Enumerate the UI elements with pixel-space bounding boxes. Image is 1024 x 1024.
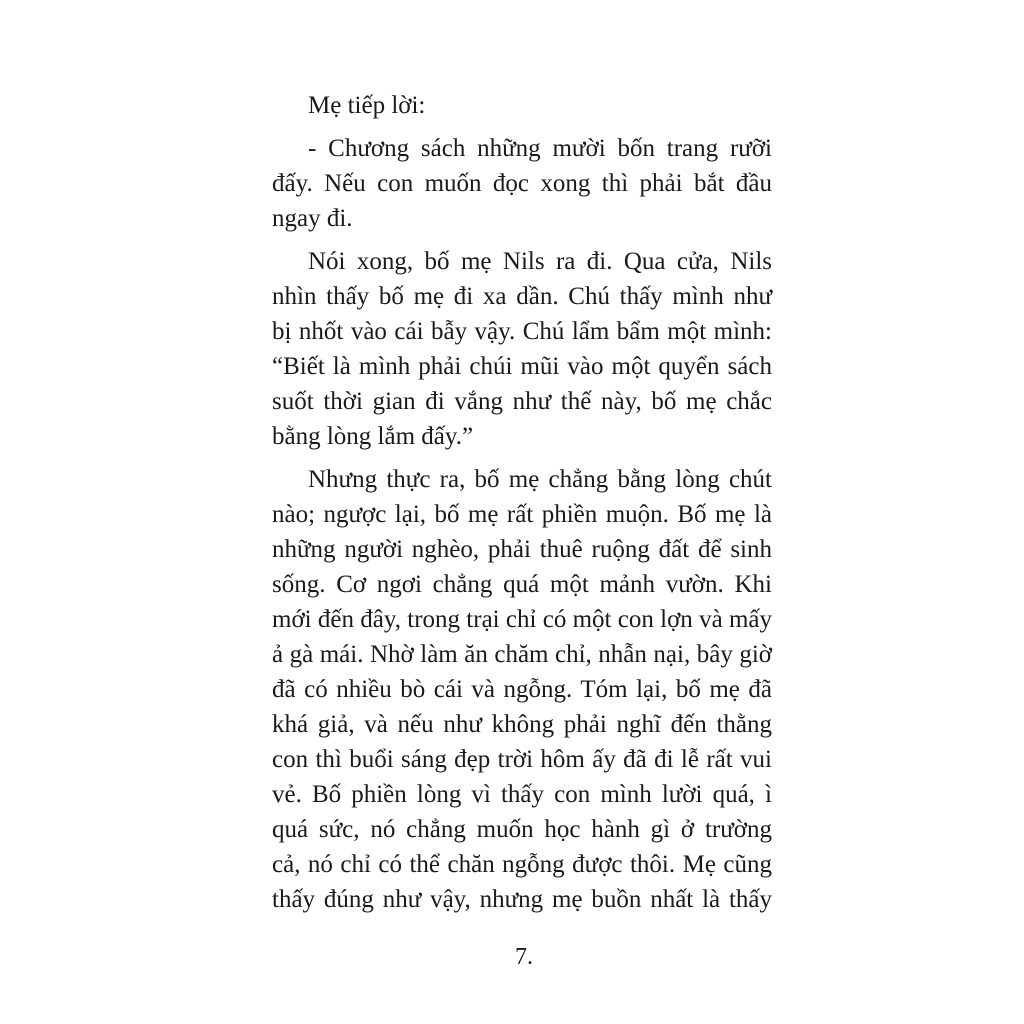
page-number: 7.: [515, 944, 533, 970]
text-line: mới đến đây, trong trại chỉ có một con lợn và mấy: [272, 606, 772, 633]
text-line: sống. Cơ ngơi chẳng quá một mảnh vườn. Khi: [272, 571, 772, 598]
text-line: ả gà mái. Nhờ làm ăn chăm chỉ, nhẫn nại, bây giờ: [272, 641, 772, 668]
text-line: khá giả, và nếu như không phải nghĩ đến thằng: [272, 711, 772, 738]
text-line: nào; ngược lại, bố mẹ rất phiền muộn. Bố mẹ là: [272, 501, 772, 528]
text-line: những người nghèo, phải thuê ruộng đất để sinh: [272, 536, 772, 563]
text-line: bằng lòng lắm đấy.”: [272, 423, 474, 450]
text-line: nhìn thấy bố mẹ đi xa dần. Chú thấy mình như: [272, 283, 772, 310]
body-text: [272, 88, 772, 917]
text-line: - Chương sách những mười bốn trang rưỡi: [308, 135, 772, 162]
text-line: đã có nhiều bò cái và ngỗng. Tóm lại, bố mẹ đã: [272, 676, 772, 703]
text-line: bị nhốt vào cái bẫy vậy. Chú lẩm bẩm một mình:: [272, 318, 772, 345]
text-line: Nhưng thực ra, bố mẹ chẳng bằng lòng chút: [308, 466, 772, 493]
text-line: “Biết là mình phải chúi mũi vào một quyển sách: [272, 353, 772, 380]
text-line: Mẹ tiếp lời:: [308, 92, 426, 119]
paragraph: [272, 462, 772, 917]
text-line: quá sức, nó chẳng muốn học hành gì ở trường: [272, 816, 772, 843]
text-line: ngay đi.: [272, 205, 353, 232]
text-line: suốt thời gian đi vắng như thế này, bố mẹ chắc: [272, 388, 772, 415]
text-line: con thì buổi sáng đẹp trời hôm ấy đã đi lễ rất vui: [272, 746, 772, 773]
text-line: thấy đúng như vậy, nhưng mẹ buồn nhất là thấy: [272, 886, 772, 913]
text-line: cả, nó chỉ có thể chăn ngỗng được thôi. Mẹ cũng: [272, 851, 772, 878]
paragraph: [272, 88, 772, 123]
paragraph: [272, 244, 772, 454]
text-line: vẻ. Bố phiền lòng vì thấy con mình lười quá, ì: [272, 781, 772, 808]
text-line: Nói xong, bố mẹ Nils ra đi. Qua cửa, Nils: [308, 248, 772, 275]
paragraph: [272, 131, 772, 236]
text-line: đấy. Nếu con muốn đọc xong thì phải bắt đầu: [272, 170, 772, 197]
